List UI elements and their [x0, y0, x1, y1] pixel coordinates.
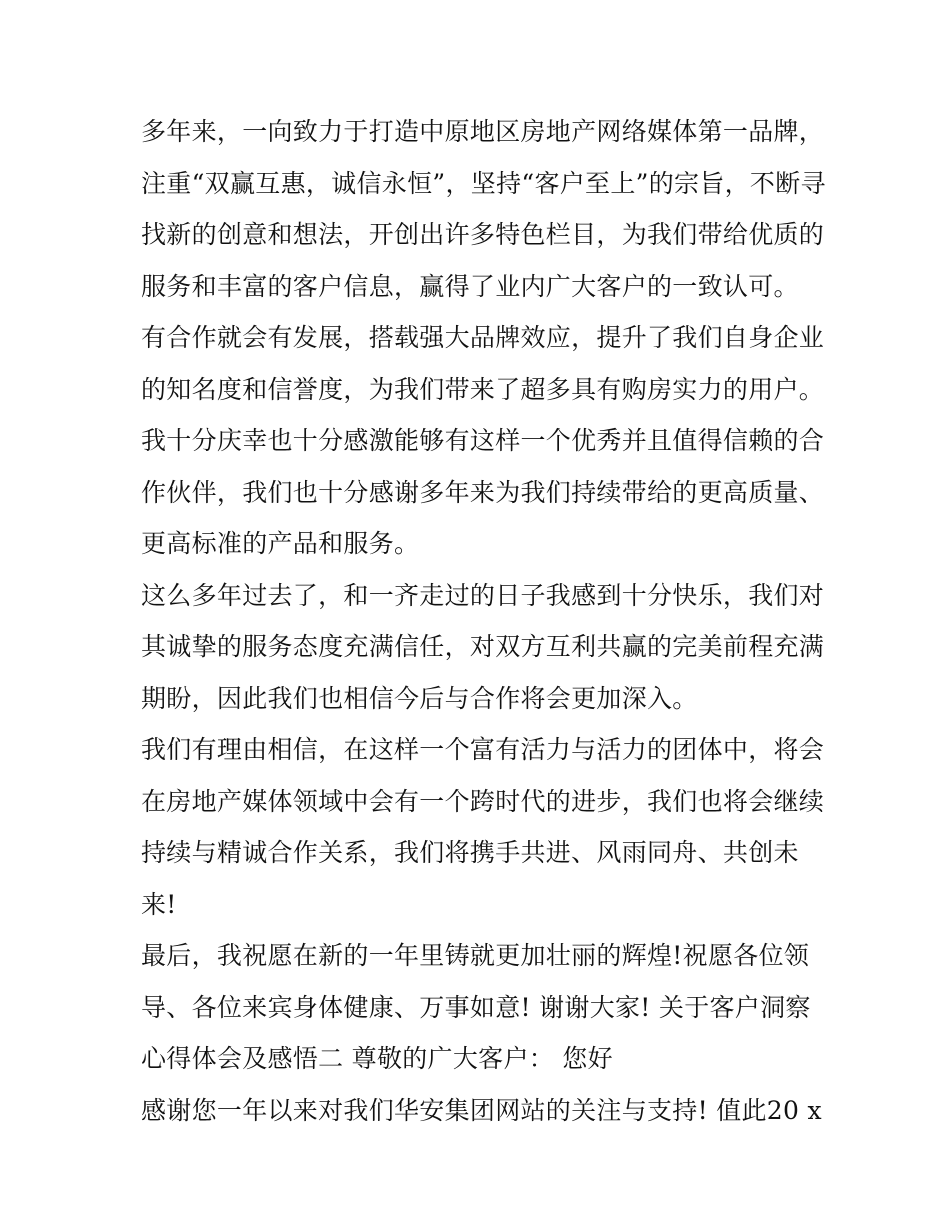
text-line: 作伙伴，我们也十分感谢多年来为我们持续带给的更高质量、	[141, 477, 825, 507]
text-line: 服务和丰富的客户信息，赢得了业内广大客户的一致认可。	[141, 271, 799, 301]
document-body	[141, 106, 831, 1136]
text-line: 持续与精诚合作关系，我们将携手共进、风雨同舟、共创未	[141, 838, 799, 867]
text-line: 的知名度和信誉度，为我们带来了超多具有购房实力的用户。	[141, 374, 825, 404]
text-line: 来!	[141, 889, 177, 919]
text-line: 期盼，因此我们也相信今后与合作将会更加深入。	[141, 683, 698, 713]
text-line: 更高标准的产品和服务。	[141, 529, 420, 558]
text-line: 心得体会及感悟二 尊敬的广大客户： 您好	[141, 1044, 613, 1073]
text-line: 导、各位来宾身体健康、万事如意! 谢谢大家! 关于客户洞察	[141, 992, 811, 1022]
text-line: 多年来，一向致力于打造中原地区房地产网络媒体第一品牌，	[141, 117, 825, 146]
text-line: 这么多年过去了，和一齐走过的日子我感到十分快乐，我们对	[141, 580, 825, 610]
text-line: 注重“双赢互惠，诚信永恒”，坚持“客户至上”的宗旨，不断寻	[141, 168, 826, 198]
text-line: 我十分庆幸也十分感激能够有这样一个优秀并且值得信赖的合	[141, 426, 825, 455]
text-line: 我们有理由相信，在这样一个富有活力与活力的团体中，将会	[141, 735, 825, 764]
text-line: 有合作就会有发展，搭载强大品牌效应，提升了我们自身企业	[141, 323, 825, 352]
text-line: 在房地产媒体领域中会有一个跨时代的进步，我们也将会继续	[141, 786, 825, 816]
text-line: 其诚挚的服务态度充满信任，对双方互利共赢的完美前程充满	[141, 632, 825, 661]
text-line: 找新的创意和想法，开创出许多特色栏目，为我们带给优质的	[141, 220, 825, 249]
text-line: 感谢您一年以来对我们华安集团网站的关注与支持! 值此20 x	[141, 1095, 822, 1125]
text-line: 最后，我祝愿在新的一年里铸就更加壮丽的辉煌!祝愿各位领	[141, 941, 810, 970]
